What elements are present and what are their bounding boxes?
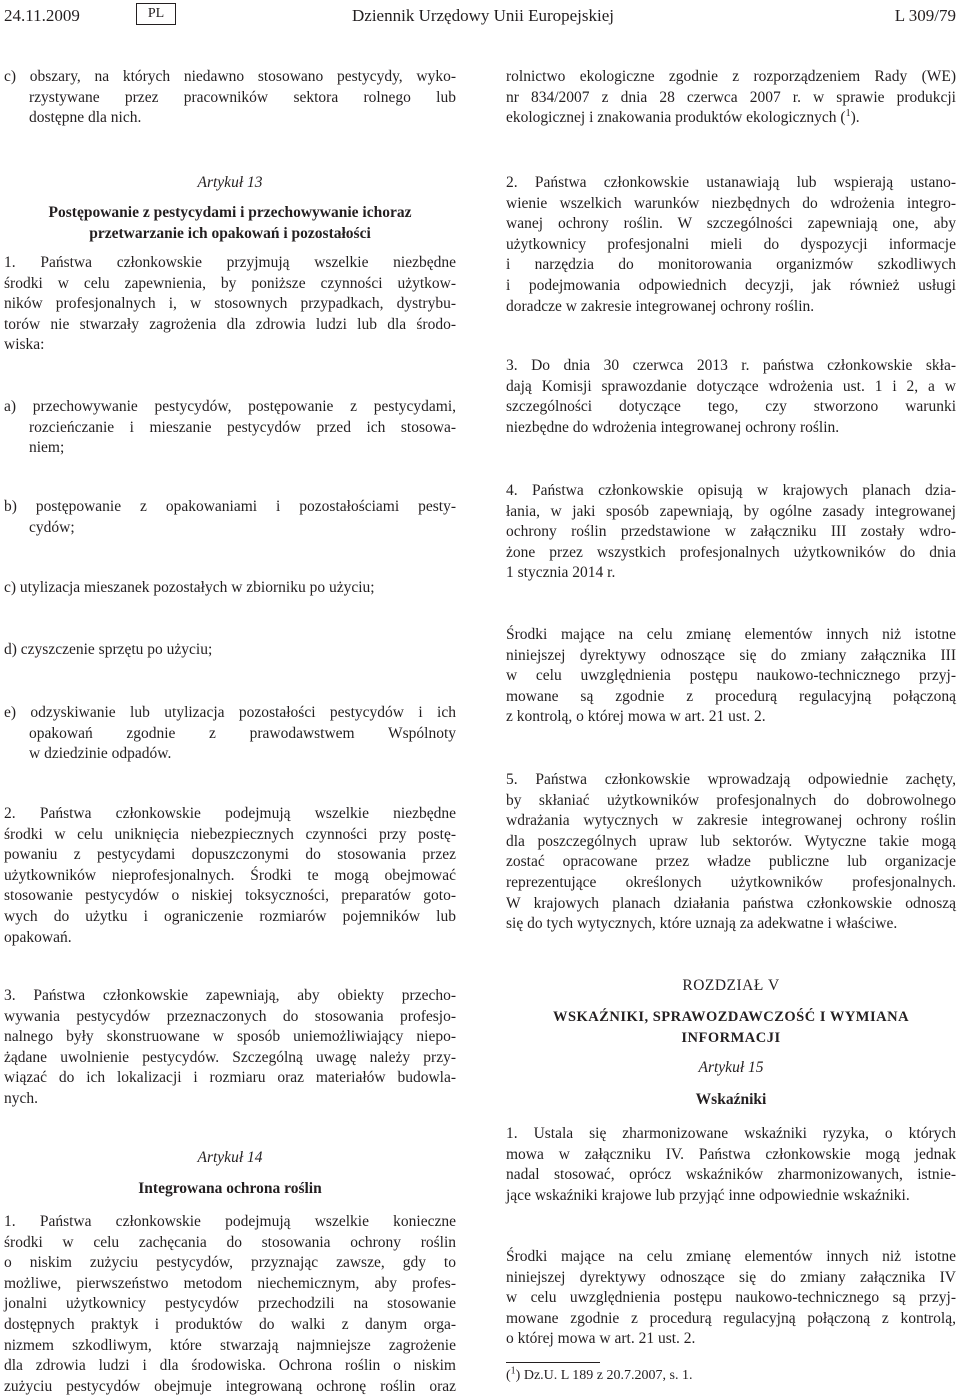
art13-paragraph-3: 3. Państwa członkowskie zapewniają, aby obiekty przecho- wywania pestycydów przeznaczonych do stosowania profesjo- nalnego były skonstruowane w sposób uniemożliwiający niepo- żądane uwolnienie pestycydów. Szczególną uwagę należy przy- wiązać do ich lokalizacji i rozmiaru oraz materiałów budowla- nych. [4, 987, 456, 1107]
article-13-title: Postępowanie z pestycydami i przechowywanie ichoraz przetwarzanie ich opakowań i pozostałości [48, 204, 412, 242]
list-item-e: e) odzyskiwanie lub utylizacja pozostałości pestycydów i ich opakowań zgodnie z prawodawstwem Wspólnoty w dziedzinie odpadów. [4, 704, 456, 763]
footnote-reference[interactable]: 1 [845, 108, 851, 120]
article-14-title: Integrowana ochrona roślin [138, 1180, 322, 1197]
list-item-a: a) przechowywanie pestycydów, postępowanie z pestycydami, rozcieńczanie i mieszanie pestycydów przed ich stosowa- niem; [4, 398, 456, 457]
continuation-paragraph: rolnictwo ekologiczne zgodnie z rozporządzeniem Rady (WE) nr 834/2007 z dnia 28 czerwca 2007 r. w sprawie produkcji ekologicznej i znakowania produktów ekologicznych ($^1$). [506, 68, 956, 127]
page-header [0, 0, 960, 36]
article-14-label: Artykuł 14 [197, 1149, 263, 1166]
art14-paragraph-2: 2. Państwa członkowskie ustanawiają lub wspierają ustano- wienie wszelkich warunków niezbędnych do wdrożenia integro- wanej ochrony roślin. W szczególności zapewniają one, aby użytkownicy profesjonalni mieli do dyspozycji informacje i narzędzia do monitorowania organizmów szkodliwych i podejmowania odpowiednich decyzji, jak również usługi doradcze w zakresie integrowanej ochrony roślin. [506, 174, 956, 315]
article-13-label: Artykuł 13 [197, 174, 263, 191]
list-item-d: d) czyszczenie sprzętu po użyciu; [4, 641, 213, 658]
art15-paragraph-1: 1. Ustala się zharmonizowane wskaźniki ryzyka, o których mowa w załączniku IV. Państwa członkowskie mogą jednak nadal stosować, oprócz wskaźników zharmonizowanych, istnie- jące wskaźniki krajowe lub przyjąć inne odpowiednie wskaźniki. [506, 1125, 956, 1204]
art14-paragraph-1: 1. Państwa członkowskie podejmują wszelkie konieczne środki w celu zachęcania do stosowania ochrony roślin o niskim zużyciu pestycydów, przyznając zawsze, gdy to możliwe, pierwszeństwo metodom niechemicznym, aby profes- jonalni użytkownicy pestycydów przechodzili na stosowanie dostępnych praktyk i produktów do walki z danym orga- nizmem szkodliwym, które stwarzają najmniejsze zagrożenie dla zdrowia ludzi i dla środowiska. Ochrona roślin o niskim zużyciu pestycydów obejmuje integrowaną ochronę roślin oraz [4, 1213, 456, 1395]
journal-title: Dziennik Urzędowy Unii Europejskiej [352, 6, 615, 25]
chapter-label: ROZDZIAŁ V [682, 977, 780, 994]
article-15-label: Artykuł 15 [698, 1059, 764, 1076]
art14-paragraph-4: 4. Państwa członkowskie opisują w krajowych planach dzia- łania, w jaki sposób zapewniają, by ogólne zasady integrowanej ochrony roślin przedstawione w załączniku III zostały wdro- żone przez wszystkich profesjonalnych użytkowników do dnia 1 stycznia 2014 r. [506, 482, 956, 582]
header-date: 24.11.2009 [4, 6, 80, 25]
list-item-b: b) postępowanie z opakowaniami i pozostałościami pesty- cydów; [4, 498, 456, 536]
art14-paragraph-5: 5. Państwa członkowskie wprowadzają odpowiednie zachęty, by skłaniać użytkowników profesjonalnych do dobrowolnego wdrażania wytycznych w zakresie integrowanej ochrony roślin dla poszczególnych upraw lub sektorów. Wytyczne takie mogą zostać opracowane przez władze publiczne lub organizacje reprezentujące określonych użytkowników profesjonalnych. W krajowych planach działania państwa członkowskie odnoszą się do tych wytycznych, które uznają za adekwatne i właściwe. [506, 771, 956, 933]
language-badge: PL [136, 3, 176, 25]
chapter-title: WSKAŹNIKI, SPRAWOZDAWCZOŚĆ I WYMIANA INFORMACJI [552, 1009, 910, 1046]
list-item-c: c) utylizacja mieszanek pozostałych w zbiorniku po użyciu; [4, 579, 375, 596]
art13-paragraph-1: 1. Państwa członkowskie przyjmują wszelkie niezbędne środki w celu zapewnienia, by poniższe czynności użytkow- ników profesjonalnych i, w stosownych przypadkach, dystrybu- torów nie stwarzały zagrożenia dla zdrowia ludzi lub dla środo- wiska: [4, 254, 456, 354]
footnote-separator [506, 1362, 600, 1363]
paragraph-c-top: c) obszary, na których niedawno stosowano pestycydy, wyko- rzystywane przez pracowników sektora rolnego lub dostępne dla nich. [4, 68, 456, 127]
footnote: ($^1$) Dz.U. L 189 z 20.7.2007, s. 1. [506, 1365, 693, 1383]
art14-paragraph-3: 3. Do dnia 30 czerwca 2013 r. państwa członkowskie skła- dają Komisji sprawozdanie dotyczące wdrożenia ust. 1 i 2, a w szczególności dotyczące tego, czy stworzono warunki niezbędne do wdrożenia integrowanej ochrony roślin. [506, 357, 956, 436]
measures-paragraph-annex-4: Środki mające na celu zmianę elementów innych niż istotne niniejszej dyrektywy odnoszące się do zmiany załącznika IV w celu uwzględnienia postępu naukowo-technicznego są przyj- mowane zgodnie z procedurą regulacyjną połączoną z kontrolą, o której mowa w art. 21 ust. 2. [506, 1248, 956, 1348]
page-number: L 309/79 [894, 6, 956, 25]
measures-paragraph-annex-3: Środki mające na celu zmianę elementów innych niż istotne niniejszej dyrektywy odnoszące się do zmiany załącznika III w celu uwzględnienia postępu naukowo-technicznego przyj- mowane są zgodnie z procedurą regulacyjną połączoną z kontrolą, o której mowa w art. 21 ust. 2. [506, 626, 956, 726]
article-15-title: Wskaźniki [695, 1091, 767, 1108]
art13-paragraph-2: 2. Państwa członkowskie podejmują wszelkie niezbędne środki w celu uniknięcia niebezpiecznych czynności przy postę- powaniu z pestycydami dopuszczonymi do stosowania przez użytkowników nieprofesjonalnych. Środki te mogą obejmować stosowanie pestycydów o niskiej toksyczności, preparatów goto- wych do użytku i ograniczenie rozmiarów pojemników lub opakowań. [4, 805, 456, 946]
